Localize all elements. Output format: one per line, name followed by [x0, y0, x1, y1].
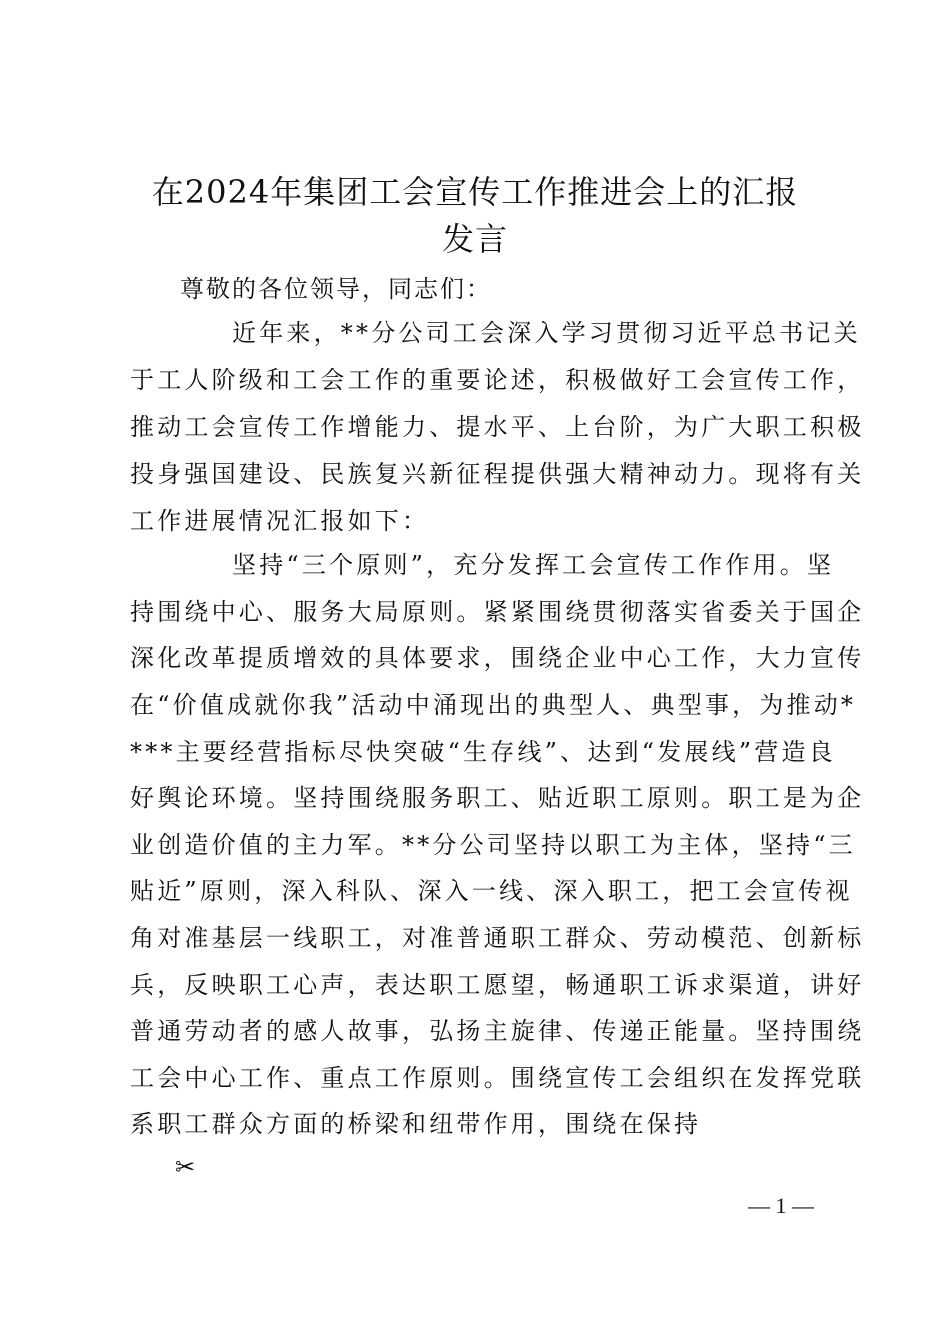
greeting: 尊敬的各位领导，同志们： — [180, 275, 492, 303]
paragraph-2-line: 贴近”原则，深入科队、深入一线、深入职工，把工会宣传视 — [130, 877, 853, 905]
paragraph-2-line: 业创造价值的主力军。**分公司坚持以职工为主体，坚持“三 — [130, 831, 856, 859]
paragraph-2-line: ***主要经营指标尽快突破“生存线”、达到“发展线”营造良 — [130, 738, 836, 766]
paragraph-2-line: 深化改革提质增效的具体要求，围绕企业中心工作，大力宣传 — [130, 644, 865, 672]
paragraph-2-line: 坚持“三个原则”，充分发挥工会宣传工作作用。坚 — [232, 551, 835, 579]
paragraph-2-line: 持围绕中心、服务大局原则。紧紧围绕贯彻落实省委关于国企 — [130, 598, 865, 626]
paragraph-1-line: 于工人阶级和工会工作的重要论述，积极做好工会宣传工作， — [130, 366, 865, 394]
paragraph-2-line: 在“价值成就你我”活动中涌现出的典型人、典型事，为推动* — [130, 691, 857, 719]
paragraph-2-line: 角对准基层一线职工，对准普通职工群众、劳动模范、创新标 — [130, 924, 865, 952]
scissors-icon: ✂ — [175, 1153, 196, 1181]
paragraph-1-line: 投身强国建设、民族复兴新征程提供强大精神动力。现将有关 — [130, 460, 865, 488]
document-title-line-2: 发言 — [441, 220, 508, 258]
paragraph-2-line: 兵，反映职工心声，表达职工愿望，畅通职工诉求渠道，讲好 — [130, 971, 865, 999]
page-number: — 1 — — [748, 1193, 814, 1218]
paragraph-2-line: 工会中心工作、重点工作原则。围绕宣传工会组织在发挥党联 — [130, 1064, 865, 1092]
paragraph-1-line: 近年来，**分公司工会深入学习贯彻习近平总书记关 — [232, 319, 861, 347]
paragraph-1-line: 工作进展情况汇报如下： — [130, 507, 430, 535]
document-title-line-1: 在2024年集团工会宣传工作推进会上的汇报 — [151, 173, 799, 211]
paragraph-2-line: 好舆论环境。坚持围绕服务职工、贴近职工原则。职工是为企 — [130, 784, 865, 812]
paragraph-2-line: 普通劳动者的感人故事，弘扬主旋律、传递正能量。坚持围绕 — [130, 1017, 865, 1045]
paragraph-2-line: 系职工群众方面的桥梁和纽带作用，围绕在保持 — [130, 1110, 702, 1138]
paragraph-1-line: 推动工会宣传工作增能力、提水平、上台阶，为广大职工积极 — [130, 413, 865, 441]
